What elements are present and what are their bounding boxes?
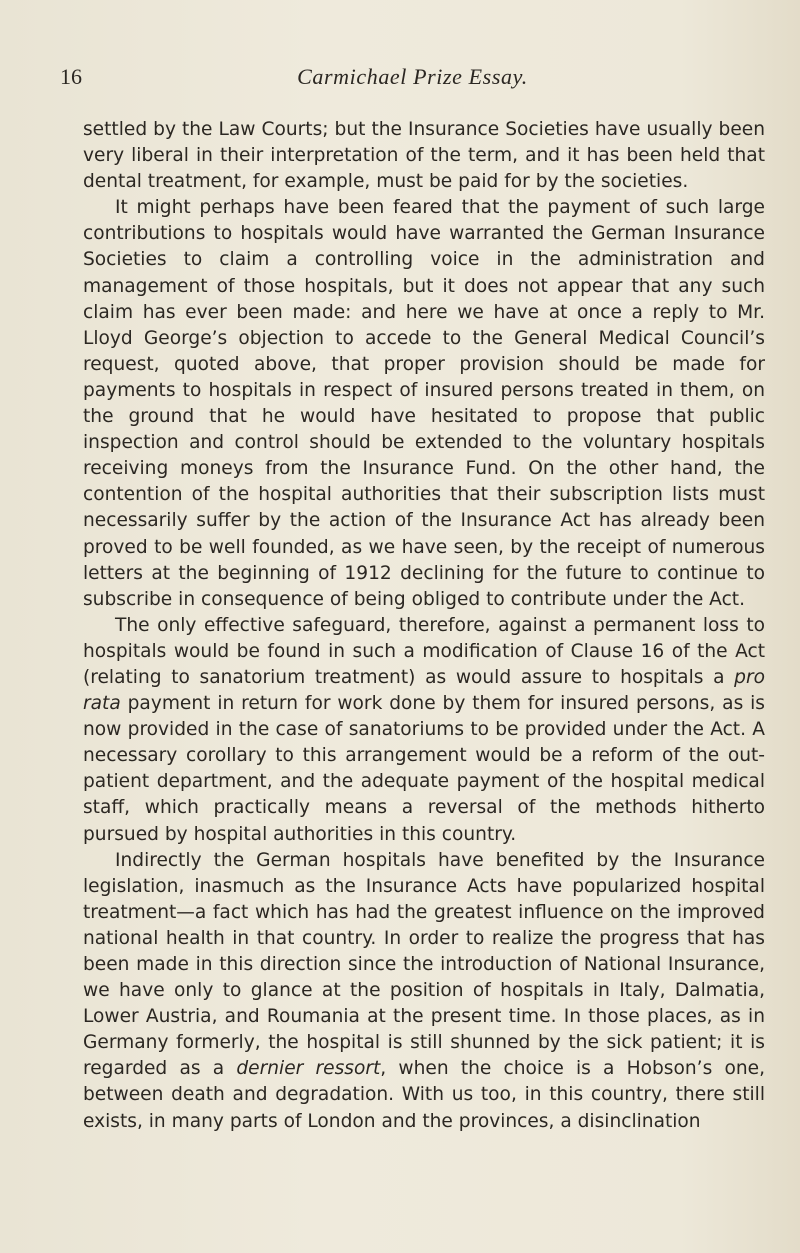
running-title: Carmichael Prize Essay. — [297, 64, 528, 89]
text-run: , when the choice is a Hobson’s one, between death and degradation. With us too, in this country, there still exists, in many parts of London and the provinces, a disinclination — [83, 1058, 765, 1132]
text-run: Indirectly the German hospitals have benefited by the Insurance legislation, inasmuch as the Insurance Acts have popularized hospital treatment—a fact which has had the greatest influence on the improved national health in that country. In order to realize the progress that has been made in this direction since the introduction of National Insurance, we have only to glance at the position of hospitals in Italy, Dalmatia, Lower Austria, and Roumania at the present time. In those places, as in Germany formerly, the hospital is still shunned by the sick patient; it is regarded as a — [83, 849, 765, 1080]
italic-phrase: pro rata — [83, 666, 765, 715]
text-run: The only effective safeguard, therefore, against a permanent loss to hospitals would be found in such a modification of Clause 16 of the Act (relating to sanatorium treatment) as would assure to hospitals a — [83, 614, 765, 688]
paragraph — [83, 848, 765, 1135]
italic-phrase: dernier ressort — [236, 1058, 381, 1080]
page-header — [60, 64, 765, 104]
paragraph: settled by the Law Courts; but the Insurance Societies have usually been very liberal in their interpretation of the term, and it has been held that dental treatment, for example, must be paid for by the societies. — [83, 119, 765, 193]
text-run: payment in return for work done by them for insured persons, as is now provided in the case of sanatoriums to be provided under the Act. A necessary corollary to this arrangement would be a reform of the out-patient department, and the adequate payment of the hospital medical staff, which practically means a reversal of the methods hitherto pursued by hospital authorities in this country. — [83, 693, 765, 845]
page-number: 16 — [60, 64, 82, 89]
essay-body — [83, 117, 765, 1135]
paragraph: It might perhaps have been feared that the payment of such large contributions to hospitals would have warranted the German Insurance Societies to claim a controlling voice in the administration and management of those hospitals, but it does not appear that any such claim has ever been made: and here we have at once a reply to Mr. Lloyd George’s objection to accede to the General Medical Council’s request, quoted above, that proper provision should be made for payments to hospitals in respect of insured persons treated in them, on the ground that he would have hesitated to propose that public inspection and control should be extended to the voluntary hospitals receiving moneys from the Insurance Fund. On the other hand, the contention of the hospital authorities that their subscription lists must necessarily suffer by the action of the Insurance Act has already been proved to be well founded, as we have seen, by the receipt of numerous letters at the beginning of 1912 declining for the future to continue to subscribe in consequence of being obliged to contribute under the Act. — [83, 197, 765, 610]
paragraph — [83, 613, 765, 848]
